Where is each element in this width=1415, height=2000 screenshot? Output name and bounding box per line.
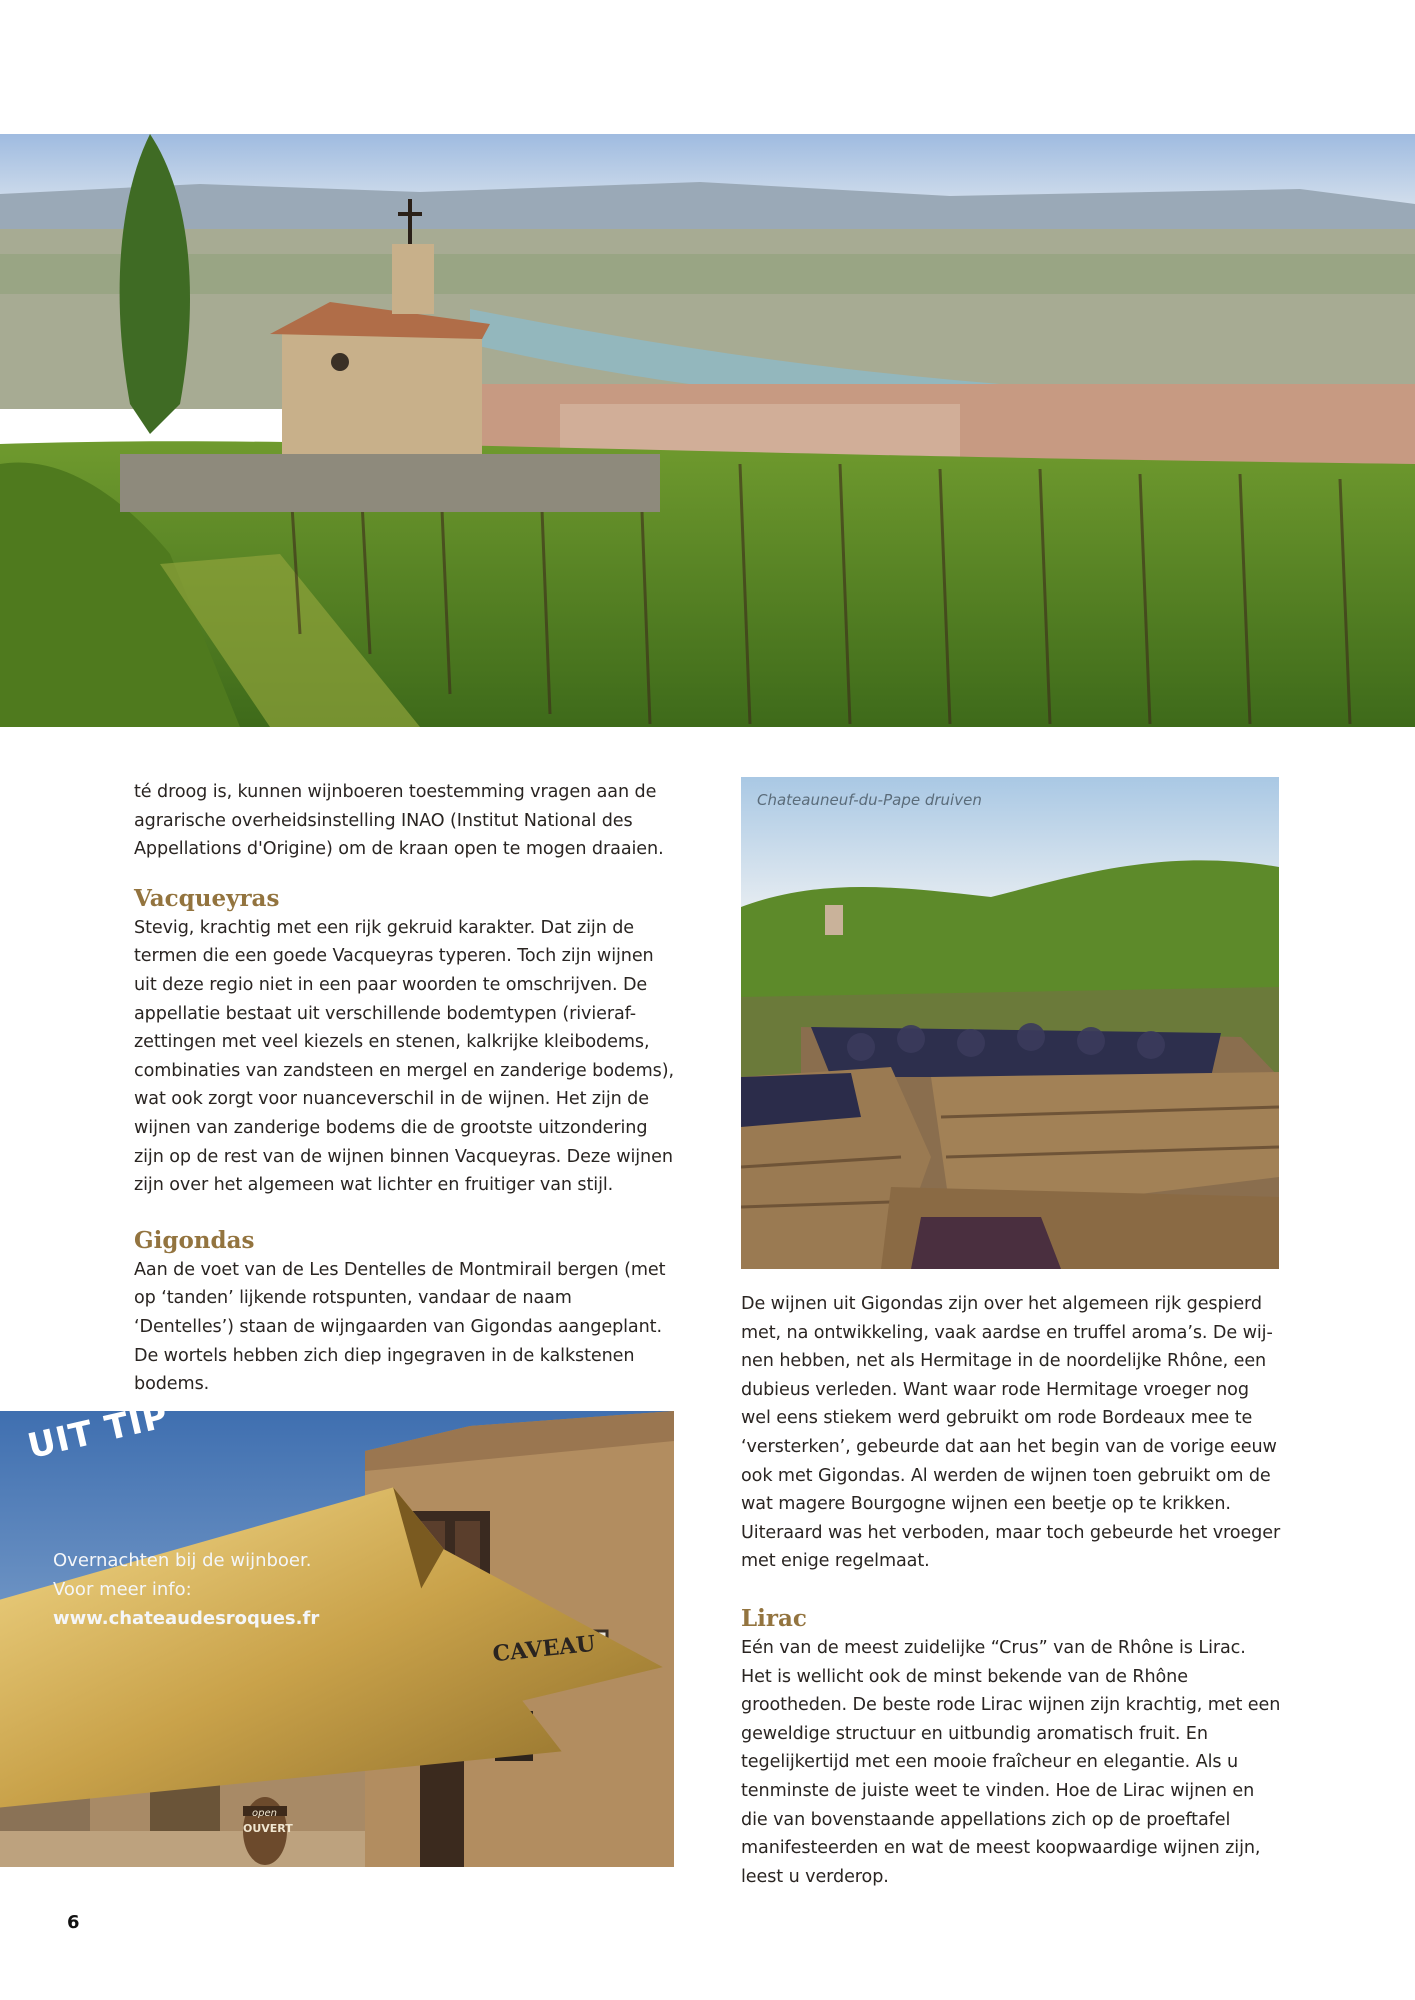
- left-column: [134, 778, 674, 1399]
- right-column: [741, 1290, 1281, 1891]
- barrel-sign-open: open: [252, 1808, 277, 1819]
- section-heading-lirac: Lirac: [741, 1604, 807, 1632]
- tip-banner-label: UIT TIP: [24, 1395, 173, 1467]
- section-heading-gigondas: Gigondas: [134, 1226, 255, 1254]
- barrel-sign-ouvert: OUVERT: [243, 1822, 293, 1835]
- section-text-vacqueyras: Stevig, krachtig met een rijk gekruid karakter. Dat zijn de termen die een goede Vacqueyras typeren. Toch zijn wijnen uit deze regio niet in een paar woorden te omschrijven. De appellatie bestaat uit verschillende bodemtypen (rivieraf-zettingen met veel kiezels en stenen, kalkrijke kleibodems, combinaties van zandsteen en mergel en zanderige bodems), wat ook zorgt voor nuanceverschil in de wijnen. Het zijn de wijnen van zanderige bodems die de grootste uitzondering zijn op de rest van de wijnen binnen Vacqueyras. Deze wijnen zijn over het algemeen wat lichter en fruitiger van stijl.: [134, 917, 675, 1196]
- page-number: 6: [67, 1912, 80, 1933]
- grapes-photo: [741, 777, 1279, 1269]
- section-text-gigondas: Aan de voet van de Les Dentelles de Montmirail bergen (met op ‘tanden’ lijkende rotspunten, vandaar de naam ‘Dentelles’) staan de wijngaarden van Gigondas aangeplant. De wortels hebben zich diep ingegraven in de kalkstenen bodems.: [134, 1259, 666, 1395]
- section-lirac: [741, 1604, 1281, 1891]
- intro-text: té droog is, kunnen wijnboeren toestemming vragen aan de agrarische overheidsinstelling INAO (Institut National des Appellations d'Origine) om de kraan open te mogen draaien.: [134, 782, 664, 860]
- caveau-sign: CAVEAU: [491, 1630, 597, 1668]
- tip-line-1: Overnachten bij de wijnboer.: [53, 1550, 312, 1571]
- section-gigondas: [134, 1226, 674, 1399]
- section-heading-vacqueyras: Vacqueyras: [134, 884, 280, 912]
- intro-paragraph: [134, 778, 674, 864]
- tip-url-link[interactable]: www.chateaudesroques.fr: [53, 1608, 320, 1629]
- tip-line-2: Voor meer info:: [53, 1579, 192, 1600]
- hero-photo-vineyard-chapel: [0, 134, 1415, 727]
- section-vacqueyras: [134, 884, 674, 1200]
- tip-info: [53, 1546, 353, 1633]
- gigondas-continued-text: De wijnen uit Gigondas zijn over het algemeen rijk gespierd met, na ontwikkeling, vaak aardse en truffel aroma’s. De wij-nen hebben, net als Hermitage in de noordelijke Rhône, een dubieus verleden. Want waar rode Hermitage vroeger nog wel eens stiekem werd gebruikt om rode Bordeaux mee te ‘versterken’, gebeurde dat aan het begin van de vorige eeuw ook met Gigondas. Al werden de wijnen toen gebruikt om de wat magere Bourgogne wijnen een beetje op te krikken. Uiteraard was het verboden, maar toch gebeurde het vroeger met enige regelmaat.: [741, 1294, 1281, 1572]
- section-text-lirac: Eén van de meest zuidelijke “Crus” van de Rhône is Lirac. Het is wellicht ook de minst bekende van de Rhône grootheden. De beste rode Lirac wijnen zijn krachtig, met een geweldige structuur en uitbundig aromatisch fruit. En tegelijkertijd met een mooie fraîcheur en elegantie. Als u tenminste de juiste weet te vinden. Hoe de Lirac wijnen en die van bovenstaande appellations zich op de proeftafel manifesteerden en wat de meest koopwaardige wijnen zijn, leest u verderop.: [741, 1637, 1281, 1887]
- photo-caption: Chateauneuf-du-Pape druiven: [757, 791, 982, 809]
